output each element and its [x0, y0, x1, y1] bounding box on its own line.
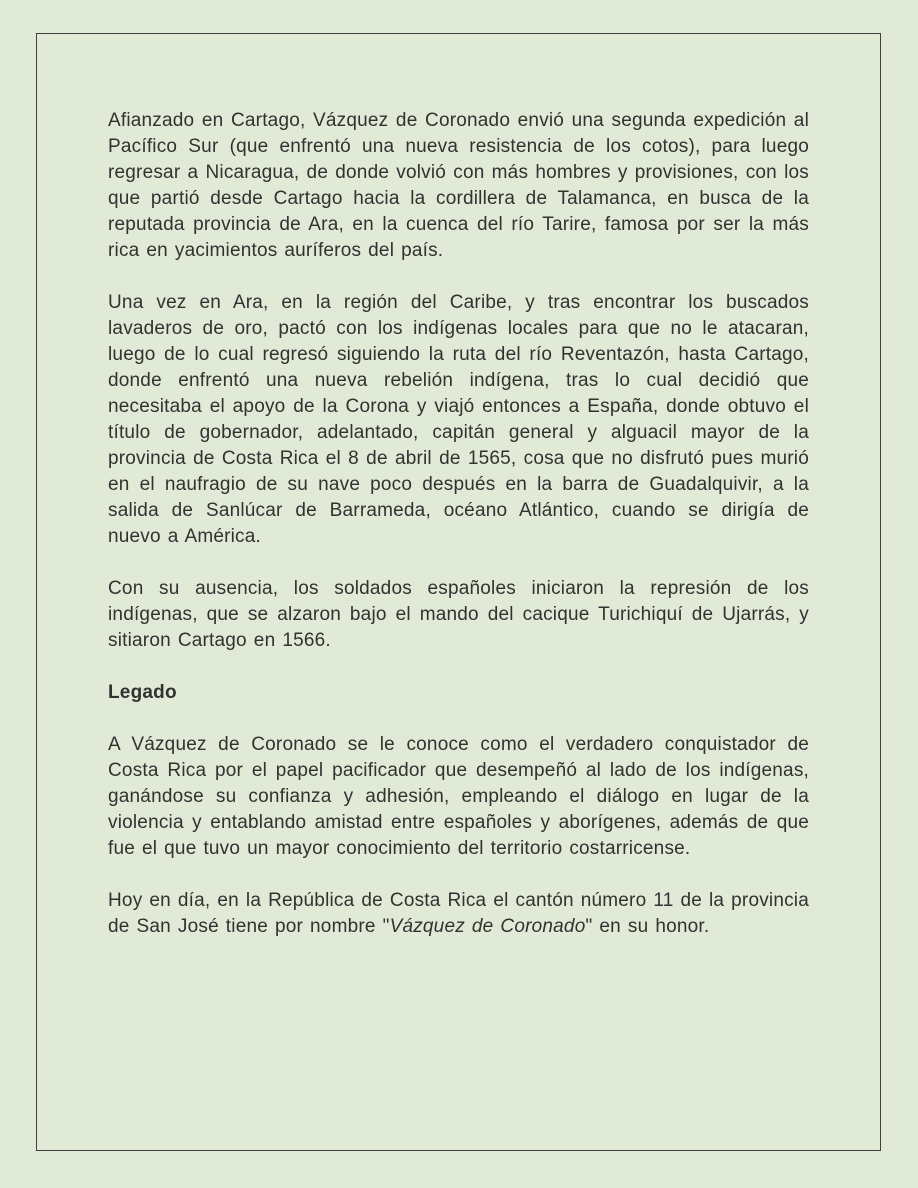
page-border-frame: [36, 33, 881, 1151]
article-body: [37, 34, 880, 1150]
paragraph-legacy: A Vázquez de Coronado se le conoce como el verdadero conquistador de Costa Rica por el papel pacificador que desempeñó al lado de los indígenas, ganándose su confianza y adhesión, empleando el diálogo en lugar de la violencia y entablando amistad entre españoles y aborígenes, además de que fue el que tuvo un mayor conocimiento del territorio costarricense.: [108, 734, 809, 859]
quoted-canton-name-italic: Vázquez de Coronado: [389, 916, 586, 937]
paragraph-canton-text-after: " en su honor.: [585, 916, 710, 937]
paragraph-ara-journey: Una vez en Ara, en la región del Caribe, y tras encontrar los buscados lavaderos de oro, pactó con los indígenas locales para que no le atacaran, luego de lo cual regresó siguiendo la ruta del río Reventazón, hasta Cartago, donde enfrentó una nueva rebelión indígena, tras lo cual decidió que necesitaba el apoyo de la Corona y viajó entonces a España, donde obtuvo el título de gobernador, adelantado, capitán general y alguacil mayor de la provincia de Costa Rica el 8 de abril de 1565, cosa que no disfrutó pues murió en el naufragio de su nave poco después en la barra de Guadalquivir, a la salida de Sanlúcar de Barrameda, océano Atlántico, cuando se dirigía de nuevo a América.: [108, 292, 809, 547]
paragraph-canton-text-before: Hoy en día, en la República de Costa Rica el cantón número 11 de la provincia de San José tiene por nombre ": [108, 890, 809, 937]
paragraph-canton: [108, 888, 809, 940]
paragraph-uprising: Con su ausencia, los soldados españoles iniciaron la represión de los indígenas, que se alzaron bajo el mando del cacique Turichiquí de Ujarrás, y sitiaron Cartago en 1566.: [108, 578, 809, 651]
paragraph-expedition: Afianzado en Cartago, Vázquez de Coronado envió una segunda expedición al Pacífico Sur (que enfrentó una nueva resistencia de los cotos), para luego regresar a Nicaragua, de donde volvió con más hombres y provisiones, con los que partió desde Cartago hacia la cordillera de Talamanca, en busca de la reputada provincia de Ara, en la cuenca del río Tarire, famosa por ser la más rica en yacimientos auríferos del país.: [108, 110, 809, 261]
section-heading-legado: Legado: [108, 682, 177, 703]
